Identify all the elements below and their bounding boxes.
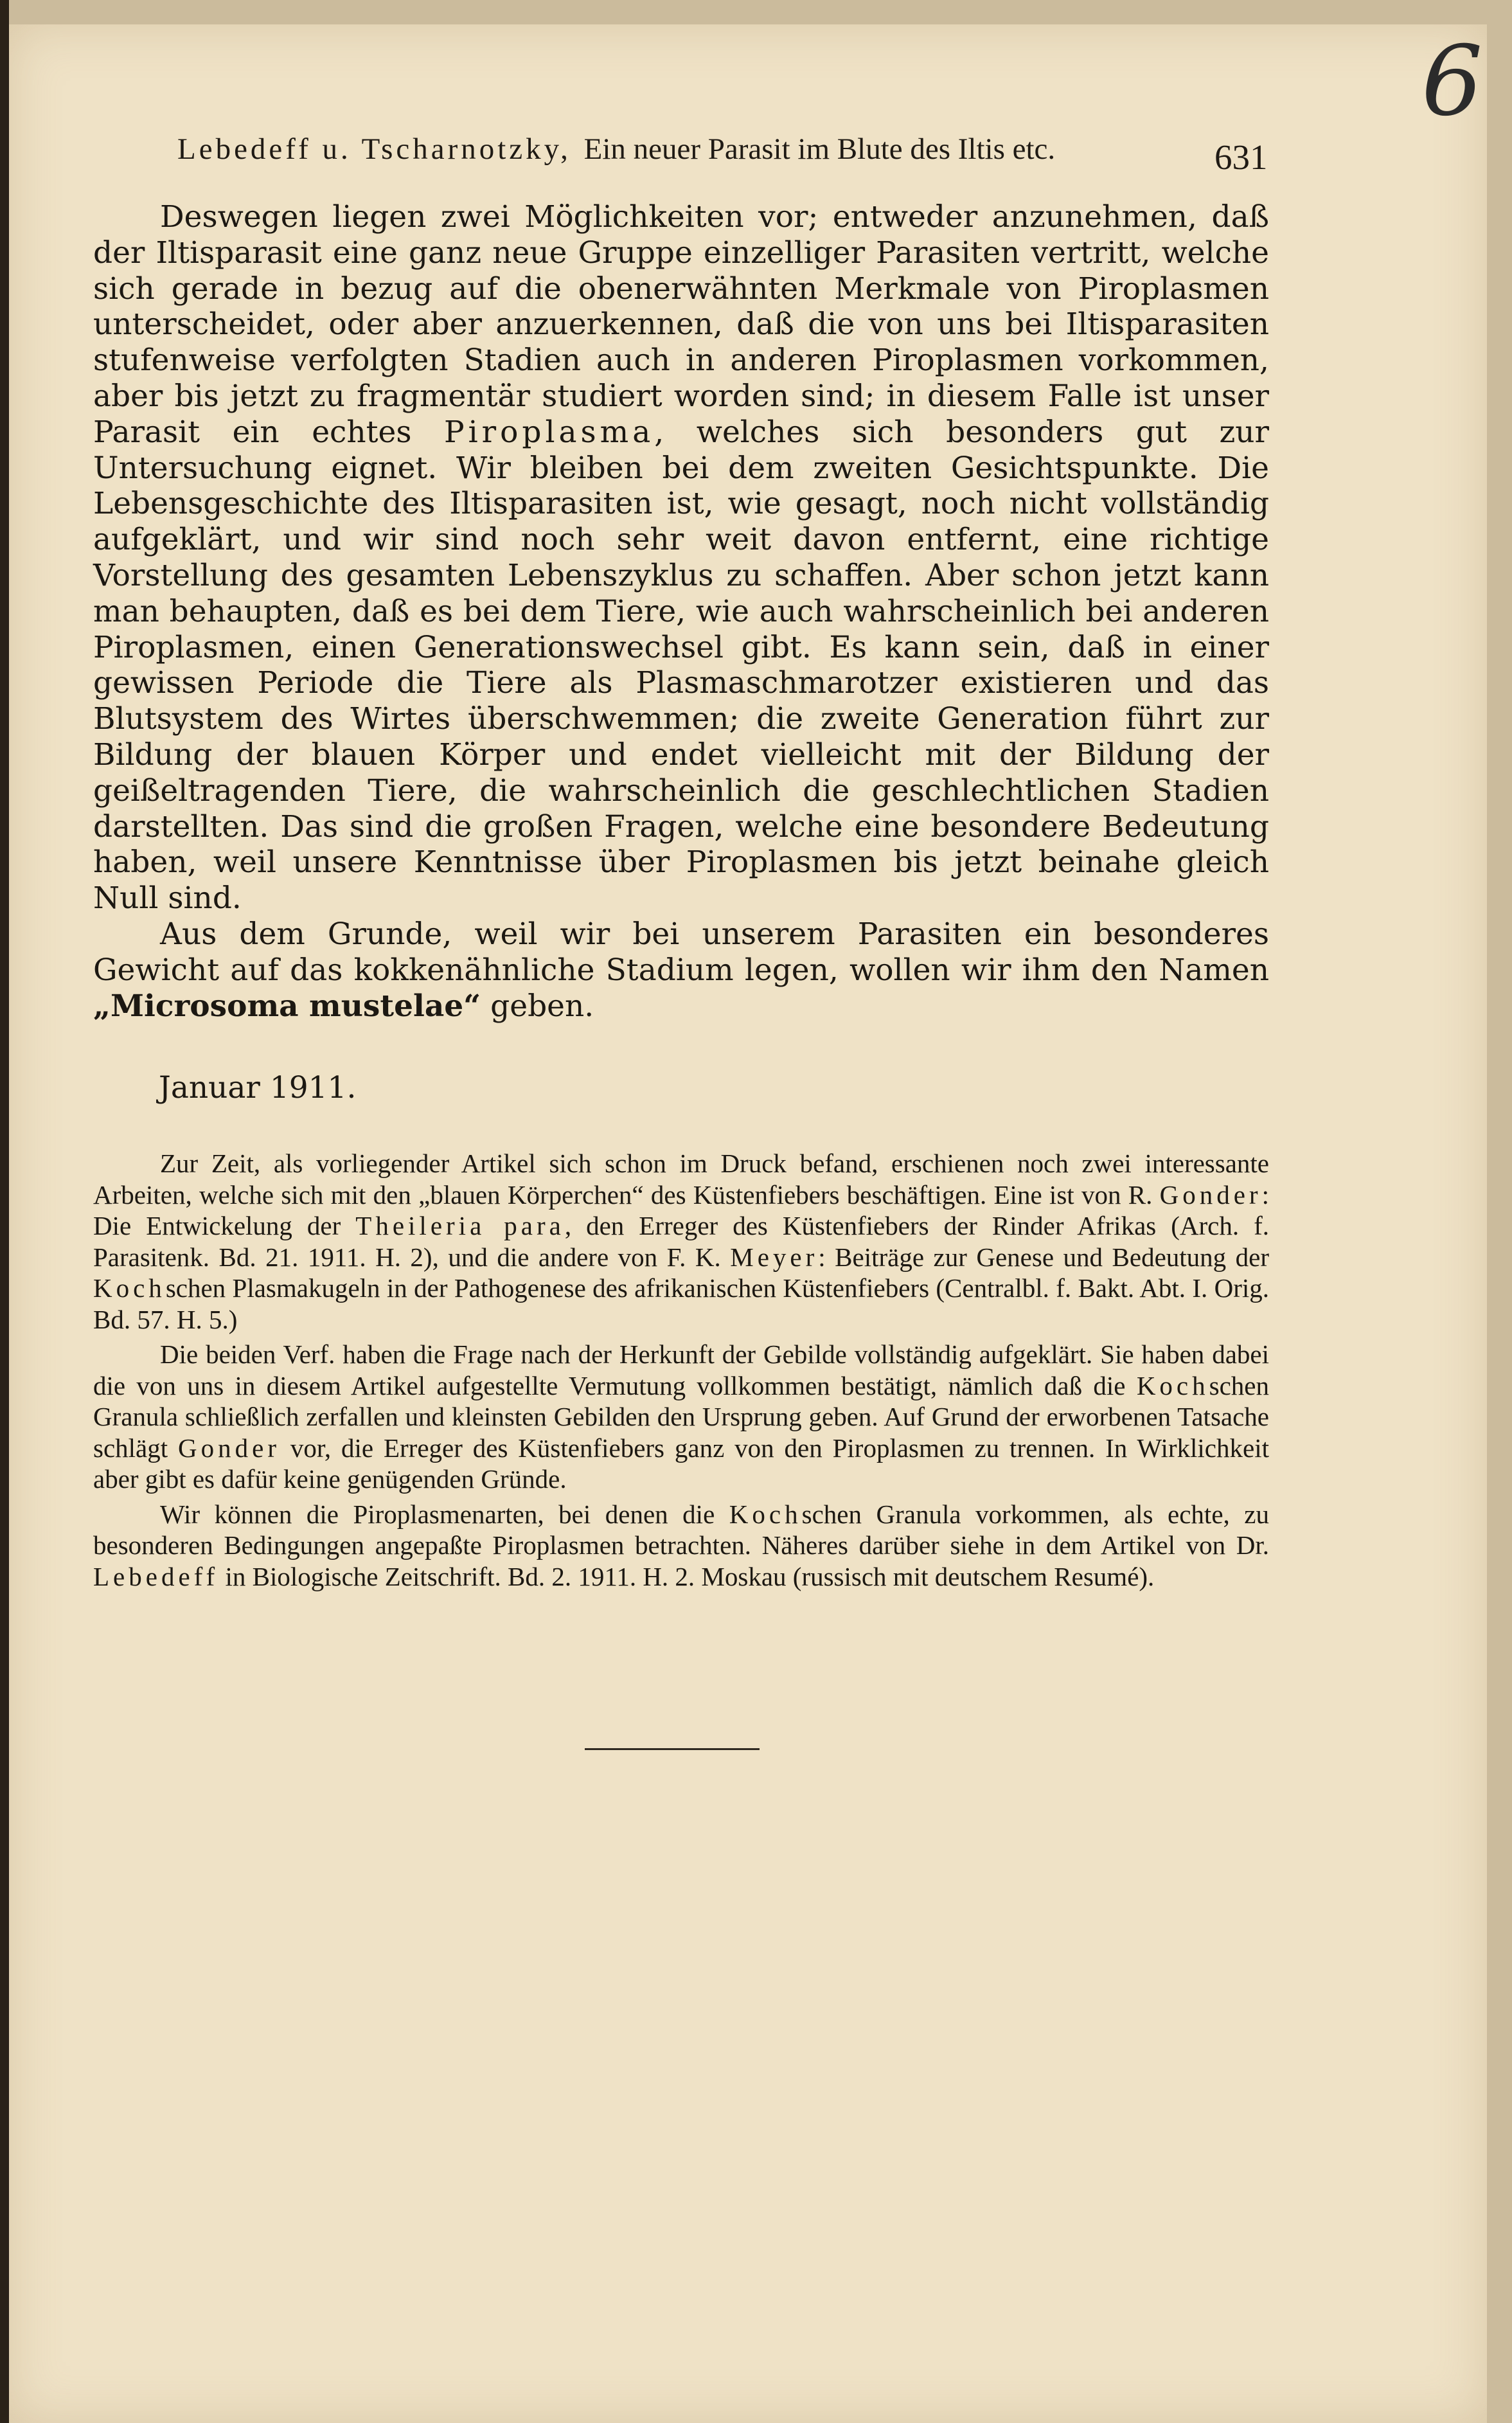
footnote-3-text-b: schen Granula vorkommen, als echte, zu besonderen Bedingungen angepaßte Piroplasmen betrachten. Näheres darüber siehe in dem Artikel von Dr. xyxy=(93,1499,1269,1560)
paragraph-2-text-a: Aus dem Grunde, weil wir bei unserem Parasiten ein besonderes Gewicht auf das kokkenähnliche Stadium legen, wollen wir ihm den Namen xyxy=(93,916,1269,988)
page-number: 631 xyxy=(1214,138,1268,177)
paragraph-2-text-b: geben. xyxy=(481,988,594,1024)
name-koch: Koch xyxy=(93,1273,166,1303)
footnote-1-text-e: schen Plasmakugeln in der Pathogenese des afrikanischen Küstenfiebers (Centralbl. f. Bakt. Abt. I. Orig. Bd. 57. H. 5.) xyxy=(93,1273,1269,1334)
paragraph-1-text-a: Deswegen liegen zwei Möglichkeiten vor; entweder anzunehmen, daß der Iltisparasit eine ganz neue Gruppe einzelliger Parasiten vertritt, welche sich gerade in bezug auf die obenerwähnten Merkmale von Piroplasmen unterscheidet, oder aber anzuerkennen, daß die von uns bei Iltisparasiten stufenweise verfolgten Stadien auch in anderen Piroplasmen vorkommen, aber bis jetzt zu fragmentär studiert worden sind; in diesem Falle ist unser Parasit ein echtes xyxy=(93,199,1269,450)
footnote-3-text-a: Wir können die Piroplasmenarten, bei denen die xyxy=(160,1499,729,1529)
paragraph-1 xyxy=(93,199,1269,916)
date-line: Januar 1911. xyxy=(159,1070,357,1105)
footnote-paragraph-1 xyxy=(93,1148,1269,1335)
handwritten-page-mark: 6 xyxy=(1421,26,1483,138)
footnote-paragraph-2 xyxy=(93,1339,1269,1495)
footnote-1-text-c: , den Erreger des Küstenfiebers der Rinder Afrikas (Arch. f. Parasitenk. Bd. 21. 1911. H. 2), und die andere von F. K. xyxy=(93,1211,1270,1272)
species-theileria: Theileria para xyxy=(355,1211,565,1240)
paragraph-2 xyxy=(93,916,1269,1024)
footnote-3-text-c: in Biologische Zeitschrift. Bd. 2. 1911. H. 2. Moskau (russisch mit deutschem Resumé). xyxy=(218,1561,1155,1591)
footnote-1-text-b: : Die Entwickelung der xyxy=(93,1179,1269,1240)
author-gonder: Gonder xyxy=(178,1433,280,1463)
closing-rule xyxy=(585,1748,760,1750)
running-head xyxy=(177,132,1270,183)
paragraph-1-text-b: , welches sich besonders gut zur Untersuchung eignet. Wir bleiben bei dem zweiten Gesichtspunkte. Die Lebensgeschichte des Iltisparasiten ist, wie gesagt, noch nicht vollständig aufgeklärt, und wir sind noch sehr weit davon entfernt, eine richtige Vorstellung des gesamten Lebenszyklus zu schaffen. Aber schon jetzt kann man behaupten, daß es bei dem Tiere, wie auch wahrscheinlich bei anderen Piroplasmen, einen Generationswechsel gibt. Es kann sein, daß in einer gewissen Periode die Tiere als Plasmaschmarotzer existieren und das Blutsystem des Wirtes überschwemmen; die zweite Generation führt zur Bildung der blauen Körper und endet vielleicht mit der Bildung der geißeltragenden Tiere, die wahrscheinlich die geschlechtlichen Stadien darstellten. Das sind die großen Fragen, welche eine besondere Bedeutung haben, weil unsere Kenntnisse über Piroplasmen bis jetzt beinahe gleich Null sind. xyxy=(93,414,1269,916)
footnote-1-text-d: : Beiträge zur Genese und Bedeutung der xyxy=(818,1242,1269,1272)
genus-name-piroplasma: Piroplasma xyxy=(443,414,655,450)
footnote-1-text-a: Zur Zeit, als vorliegender Artikel sich schon im Druck befand, erschienen noch zwei interessante Arbeiten, welche sich mit den „blauen Körperchen“ des Küstenfiebers beschäftigen. Eine ist von R. xyxy=(93,1149,1269,1210)
footnote-2-text-a: Die beiden Verf. haben die Frage nach der Herkunft der Gebilde vollständig aufgeklärt. Sie haben dabei die von uns in diesem Artikel aufgestellte Vermutung vollkommen bestätigt, nämlich daß die xyxy=(93,1339,1269,1400)
author-meyer: Meyer xyxy=(730,1242,819,1272)
main-body xyxy=(93,199,1269,1024)
author-lebedeff: Lebedeff xyxy=(93,1561,219,1591)
author-gonder: Gonder xyxy=(1159,1179,1262,1210)
running-head-title: Ein neuer Parasit im Blute des Iltis etc. xyxy=(583,132,1056,166)
footnote-block xyxy=(93,1148,1269,1596)
name-koch: Koch xyxy=(1136,1370,1209,1400)
species-name: „Microsoma mustelae“ xyxy=(93,988,481,1024)
footnote-2-text-c: vor, die Erreger des Küstenfiebers ganz von den Piroplasmen zu trennen. In Wirklichkeit aber gibt es dafür keine genügenden Gründe. xyxy=(93,1433,1269,1494)
footnote-paragraph-3 xyxy=(93,1499,1269,1593)
footnote-2-text-b: schen Granula schließlich zerfallen und kleinsten Gebilden den Ursprung geben. Auf Grund der erworbenen Tatsache schlägt xyxy=(93,1370,1269,1463)
running-head-authors: Lebedeff u. Tscharnotzky, xyxy=(177,132,571,166)
name-koch: Koch xyxy=(729,1499,802,1529)
